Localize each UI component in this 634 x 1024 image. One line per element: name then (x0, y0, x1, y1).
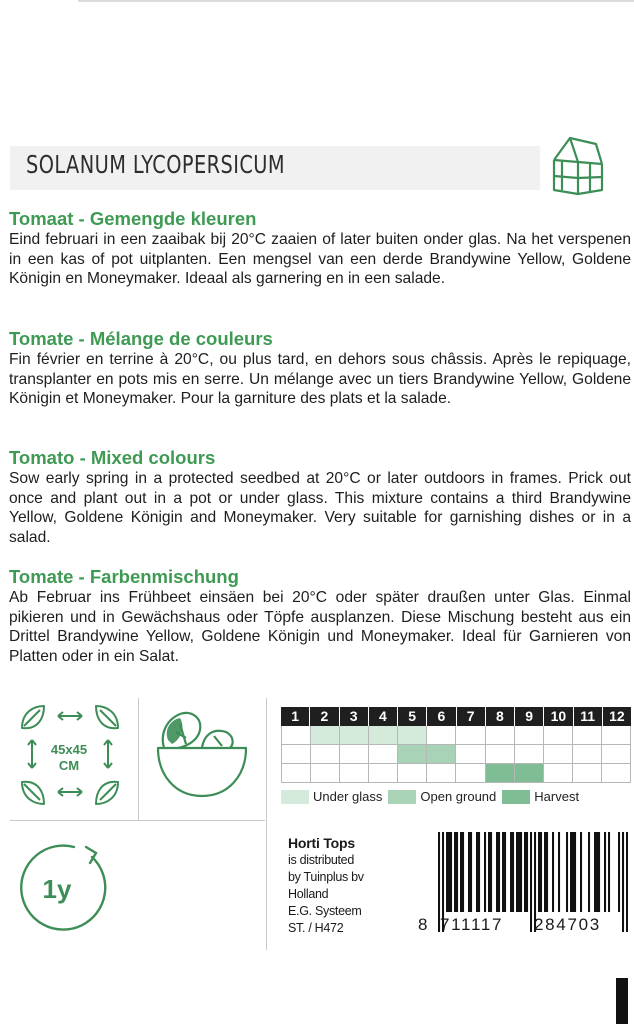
calendar-cell (544, 745, 573, 763)
distributor-line-1: is distributed (288, 853, 354, 867)
calendar-cell (398, 764, 427, 782)
barcode-bar (516, 832, 518, 912)
barcode-bar (572, 832, 574, 912)
calendar-cell (340, 745, 369, 763)
calendar-month-4: 4 (369, 707, 398, 726)
calendar-month-1: 1 (281, 707, 310, 726)
section-french (9, 328, 631, 409)
calendar-cell (281, 764, 311, 782)
barcode-bar (544, 832, 546, 912)
calendar-legend (281, 789, 631, 804)
calendar-cell (602, 745, 631, 763)
calendar-cell (427, 745, 456, 763)
barcode-bar (446, 832, 448, 912)
barcode-bar (558, 832, 560, 912)
barcode-bar (462, 832, 464, 912)
sowing-calendar (281, 707, 631, 783)
barcode-bar (520, 832, 522, 912)
barcode-bar (450, 832, 452, 912)
plant-pot-icon (150, 700, 254, 804)
calendar-month-3: 3 (340, 707, 369, 726)
barcode-bar (470, 832, 472, 912)
calendar-month-6: 6 (427, 707, 456, 726)
calendar-cell (456, 726, 485, 744)
barcode-bar (502, 832, 504, 912)
barcode-bar (448, 832, 450, 912)
barcode-bar (512, 832, 514, 912)
legend-swatch-harvest (502, 790, 530, 804)
barcode-bar (566, 832, 568, 912)
greenhouse-icon (540, 130, 610, 202)
calendar-month-9: 9 (515, 707, 544, 726)
calendar-month-8: 8 (486, 707, 515, 726)
barcode-bar (580, 832, 582, 912)
barcode-bar (608, 832, 610, 912)
calendar-rows (281, 726, 631, 783)
icon-grid-divider-vertical-left (138, 698, 139, 820)
plant-spacing-unit: CM (58, 758, 80, 773)
legend-label-harvest: Harvest (534, 789, 580, 804)
barcode-bar (498, 832, 500, 912)
calendar-cell (398, 726, 427, 744)
legend-open-ground (388, 789, 496, 804)
calendar-cell (515, 764, 544, 782)
icon-grid-divider-horizontal (10, 820, 265, 821)
species-latin-name: SOLANUM LYCOPERSICUM (26, 150, 286, 179)
barcode-bar (596, 832, 598, 912)
barcode-bar (518, 832, 520, 912)
section-french-title: Tomate - Mélange de couleurs (9, 328, 273, 349)
legend-under-glass (281, 789, 382, 804)
legend-swatch-open-ground (388, 790, 416, 804)
barcode-bar (476, 832, 478, 912)
section-dutch (9, 208, 631, 289)
barcode-bar (510, 832, 512, 912)
barcode-bar (618, 832, 620, 912)
calendar-row-under-glass (281, 726, 631, 745)
legend-label-under-glass: Under glass (313, 789, 383, 804)
calendar-cell (515, 745, 544, 763)
calendar-cell (573, 726, 602, 744)
barcode-bar (456, 832, 458, 912)
calendar-cell (456, 745, 485, 763)
barcode-bar (484, 832, 486, 912)
calendar-row-open-ground (281, 745, 631, 764)
barcode-bar (588, 832, 590, 912)
barcode-bar (594, 832, 596, 912)
barcode-bar (460, 832, 462, 912)
section-english-body: Sow early spring in a protected seedbed at 20°C or later outdoors in frames. Prick out once and plant out in a pot or under glass. This mixture contains a third Brandywine Yellow, Goldene Königin and Moneymaker. Very suitable for garnishing dishes or in a salad. (9, 470, 631, 546)
section-german (9, 566, 631, 666)
barcode-digits (418, 915, 628, 935)
calendar-month-7: 7 (457, 707, 486, 726)
legend-harvest (502, 789, 579, 804)
barcode-bar (504, 832, 506, 912)
distributor-line-3: Holland (288, 887, 329, 901)
calendar-cell (486, 764, 515, 782)
annual-lifecycle-label: 1y (42, 873, 72, 904)
calendar-month-12: 12 (603, 707, 631, 726)
calendar-cell (544, 764, 573, 782)
section-german-body: Ab Februar ins Frühbeet einsäen bei 20°C oder später draußen unter Glas. Einmal pikieren und in Gewächshaus oder Töpfe ausplanzen. Diese Mischung besteht aus ein Drittel Brandywine Yellow, Goldene Königin und Moneymaker. Ideal für Garnieren von Platten oder in ein Salat. (9, 589, 631, 665)
calendar-cell (456, 764, 485, 782)
calendar-cell (544, 726, 573, 744)
calendar-cell (340, 764, 369, 782)
calendar-cell (427, 726, 456, 744)
calendar-cell (398, 745, 427, 763)
calendar-cell (573, 745, 602, 763)
calendar-month-10: 10 (544, 707, 573, 726)
icon-grid-divider-vertical-right (266, 698, 267, 950)
barcode-bar (468, 832, 470, 912)
distributor-line-4: E.G. Systeem (288, 904, 362, 918)
calendar-cell (602, 726, 631, 744)
calendar-cell (311, 764, 340, 782)
legend-label-open-ground: Open ground (420, 789, 497, 804)
distributor-info (288, 834, 418, 937)
calendar-month-11: 11 (574, 707, 603, 726)
calendar-month-2: 2 (310, 707, 339, 726)
barcode-first-digit: 8 (418, 915, 430, 934)
barcode-bar (574, 832, 576, 912)
legend-swatch-under-glass (281, 790, 309, 804)
top-rule (78, 0, 634, 2)
calendar-cell (281, 745, 311, 763)
section-english-title: Tomato - Mixed colours (9, 447, 216, 468)
calendar-cell (515, 726, 544, 744)
calendar-month-header (281, 707, 631, 726)
distributor-brand: Horti Tops (288, 835, 355, 851)
distributor-line-5: ST. / H472 (288, 921, 344, 935)
calendar-cell (573, 764, 602, 782)
barcode-bar (496, 832, 498, 912)
calendar-cell (369, 726, 398, 744)
calendar-cell (427, 764, 456, 782)
barcode-bar (524, 832, 526, 912)
edge-marker (616, 978, 628, 1024)
calendar-cell (602, 764, 631, 782)
calendar-cell (281, 726, 311, 744)
barcode-bar (478, 832, 480, 912)
barcode-right-group: 284703 (534, 915, 601, 934)
calendar-cell (369, 764, 398, 782)
barcode-bar (454, 832, 456, 912)
distributor-line-2: by Tuinplus bv (288, 870, 364, 884)
section-dutch-body: Eind februari in een zaaibak bij 20°C zaaien of later buiten onder glas. Na het verspenen in een kas of pot uitplanten. Een mengsel van een derde Brandywine Yellow, Goldene Königin en Moneymaker. Ideaal als garnering en in een salade. (9, 231, 631, 288)
barcode-bar (488, 832, 490, 912)
barcode-bar (538, 832, 540, 912)
barcode-bar (570, 832, 572, 912)
barcode-bar (526, 832, 528, 912)
barcode-bar (552, 832, 554, 912)
calendar-row-harvest (281, 764, 631, 783)
barcode-bar (490, 832, 492, 912)
section-german-title: Tomate - Farbenmischung (9, 566, 239, 587)
calendar-cell (340, 726, 369, 744)
barcode-bar (540, 832, 542, 912)
section-dutch-title: Tomaat - Gemengde kleuren (9, 208, 257, 229)
barcode-bar (598, 832, 600, 912)
section-english (9, 447, 631, 547)
barcode-bar (546, 832, 548, 912)
calendar-month-5: 5 (398, 707, 427, 726)
plant-spacing-value: 45x45 (50, 742, 88, 757)
calendar-cell (311, 745, 340, 763)
barcode-left-group: 711117 (440, 915, 504, 934)
calendar-cell (369, 745, 398, 763)
calendar-cell (486, 745, 515, 763)
calendar-cell (311, 726, 340, 744)
plant-spacing-label (44, 742, 94, 774)
barcode-bar (604, 832, 606, 912)
calendar-cell (486, 726, 515, 744)
section-french-body: Fin février en terrine à 20°C, ou plus tard, en dehors sous châssis. Après le repiquage, transplanter en pots mis en serre. Un mélange avec un tiers Brandywine Yellow, Goldene Königin et Moneymaker. Pour la garniture des plats et la salade. (9, 351, 631, 408)
